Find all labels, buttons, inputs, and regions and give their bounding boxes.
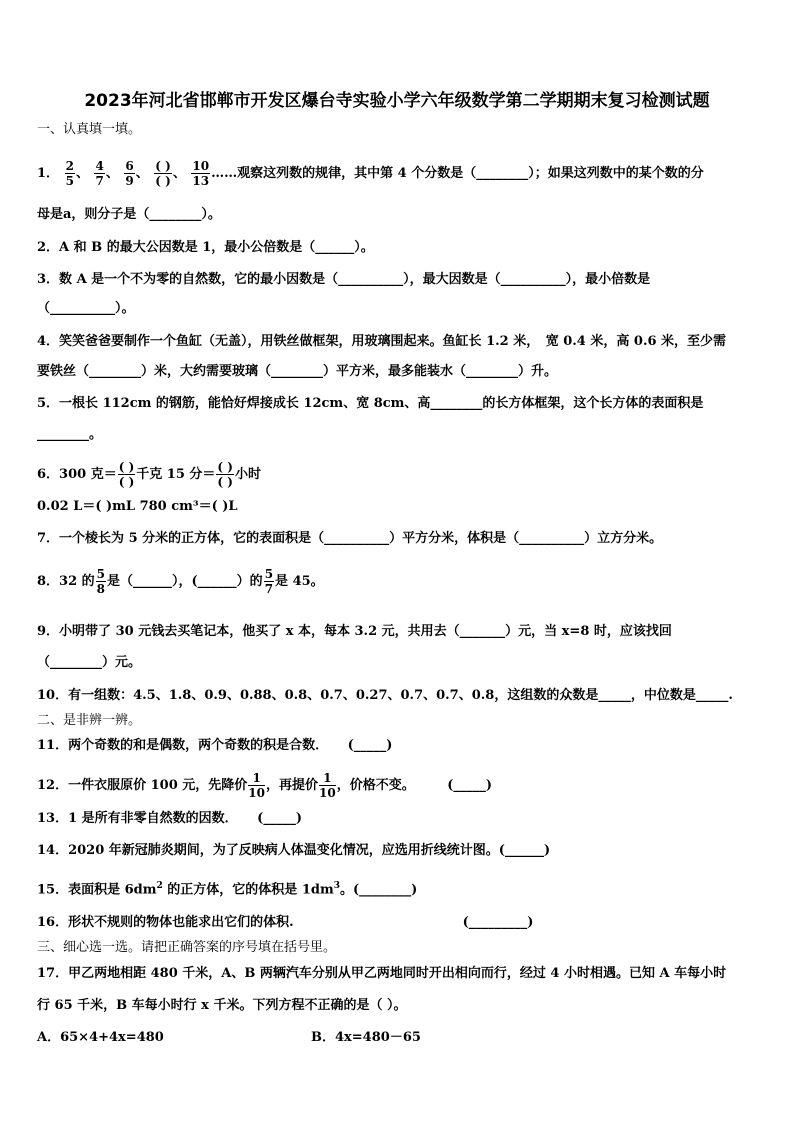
question-16: 16．形状不规则的物体也能求出它们的体积. (_________) — [37, 915, 534, 930]
option-b[interactable]: B．4x=480－65 — [311, 1030, 421, 1045]
question-11: 11．两个奇数的和是偶数，两个奇数的积是合数． (_____) — [37, 738, 393, 753]
question-1-line-2: 母是a，则分子是（________）。 — [37, 207, 221, 222]
question-number: 1． — [37, 166, 60, 181]
fraction: $\frac{1}{10}$ — [248, 771, 265, 800]
fraction-blank[interactable]: $\frac{( )}{( )}$ — [118, 460, 135, 489]
question-4: 4．笑笑爸爸要制作一个鱼缸（无盖），用铁丝做框架，用玻璃围起来。鱼缸长 1.2 米， 宽 0.4 米，高 0.6 米，至少需 — [37, 334, 727, 349]
question-2: 2．A 和 B 的最大公因数是 1，最小公倍数是（______）。 — [37, 240, 374, 255]
question-6: 6．300 克＝ $\frac{( )}{( )}$ 千克 15 分＝ $\frac{( )}{( )}$ 小时 — [37, 460, 261, 489]
fraction: $\frac{5}{7}$ — [264, 567, 274, 596]
question-4-line-2: 要铁丝（________）米，大约需要玻璃（________）平方米，最多能装水（________）升。 — [37, 364, 558, 379]
question-17-line-2: 行 65 千米，B 车每小时行 x 千米。下列方程不正确的是（ ）。 — [37, 998, 407, 1013]
question-9-line-2: （________）元。 — [37, 655, 142, 670]
question-5-line-2: ________。 — [37, 427, 103, 442]
fraction: $\frac{1}{10}$ — [319, 771, 336, 800]
question-9: 9．小明带了 30 元钱去买笔记本，他买了 x 本，每本 3.2 元，共用去（_______）元，当 x=8 时，应该找回 — [37, 624, 672, 639]
fraction-blank[interactable]: $\frac{( )}{( )}$ — [155, 159, 171, 188]
section-heading-fill: 一、认真填一填。 — [37, 122, 142, 137]
section-heading-judge: 二、是非辨一辨。 — [37, 713, 142, 728]
question-17: 17．甲乙两地相距 480 千米，A、B 两辆汽车分别从甲乙两地同时开出相向而行，经过 4 小时相遇。已知 A 车每小时 — [37, 966, 727, 981]
question-14: 14．2020 年新冠肺炎期间，为了反映病人体温变化情况，应选用折线统计图。(______) — [37, 843, 551, 858]
question-12: 12．一件衣服原价 100 元，先降价 $\frac{1}{10}$ ，再提价 $\frac{1}{10}$ ，价格不变。 (_____) — [37, 771, 493, 800]
question-7: 7．一个棱长为 5 分米的正方体，它的表面积是（__________）平方分米，体积是（__________）立方分米。 — [37, 531, 663, 546]
fraction: $\frac{4}{7}$ — [95, 159, 104, 188]
fraction: $\frac{2}{5}$ — [65, 159, 74, 188]
fraction: $\frac{5}{8}$ — [96, 567, 106, 596]
question-3-line-2: （__________）。 — [37, 301, 135, 316]
option-a[interactable]: A．65×4+4x=480 — [37, 1030, 164, 1045]
question-15: 15．表面积是 $6dm^2$ 的正方体，它的体积是 $1dm^3$。(________) — [37, 881, 418, 898]
fraction: $\frac{6}{9}$ — [125, 159, 134, 188]
question-13: 13．1 是所有非零自然数的因数． (_____) — [37, 811, 302, 826]
section-heading-choice: 三、细心选一选。请把正确答案的序号填在括号里。 — [37, 940, 337, 955]
page-title: 2023年河北省邯郸市开发区爆台寺实验小学六年级数学第二学期期末复习检测试题 — [84, 91, 710, 111]
fraction: $\frac{10}{13}$ — [192, 159, 210, 188]
question-8: 8．32 的 $\frac{5}{8}$ 是（______），(______）的 $\frac{5}{7}$ 是 45。 — [37, 567, 324, 596]
question-3: 3．数 A 是一个不为零的自然数，它的最小因数是（__________），最大因数是（__________），最小倍数是 — [37, 272, 651, 287]
question-6-line-2: 0.02 L＝( )mL 780 cm³＝( )L — [37, 499, 238, 514]
question-10: 10．有一组数：4.5、1.8、0.9、0.88、0.8、0.7、0.27、0.7、0.7、0.8，这组数的众数是_____，中位数是_____. — [37, 688, 733, 703]
question-text: ……观察这列数的规律，其中第 4 个分数是（________）；如果这列数中的某个数的分 — [211, 166, 704, 181]
fraction-blank[interactable]: $\frac{( )}{( )}$ — [217, 460, 233, 489]
question-5: 5．一根长 112cm 的钢筋，能恰好焊接成长 12cm、宽 8cm、高________的长方体框架，这个长方体的表面积是 — [37, 396, 704, 411]
question-1: 1． $\frac{2}{5}$ 、 $\frac{4}{7}$ 、 $\frac{6}{9}$ 、 $\frac{( )}{( )}$ 、 $\frac{10}{13}$ ……观察这列数的规律，其中第 4 个分数是（________）；如果这列数中的某个数的分 — [37, 159, 704, 188]
